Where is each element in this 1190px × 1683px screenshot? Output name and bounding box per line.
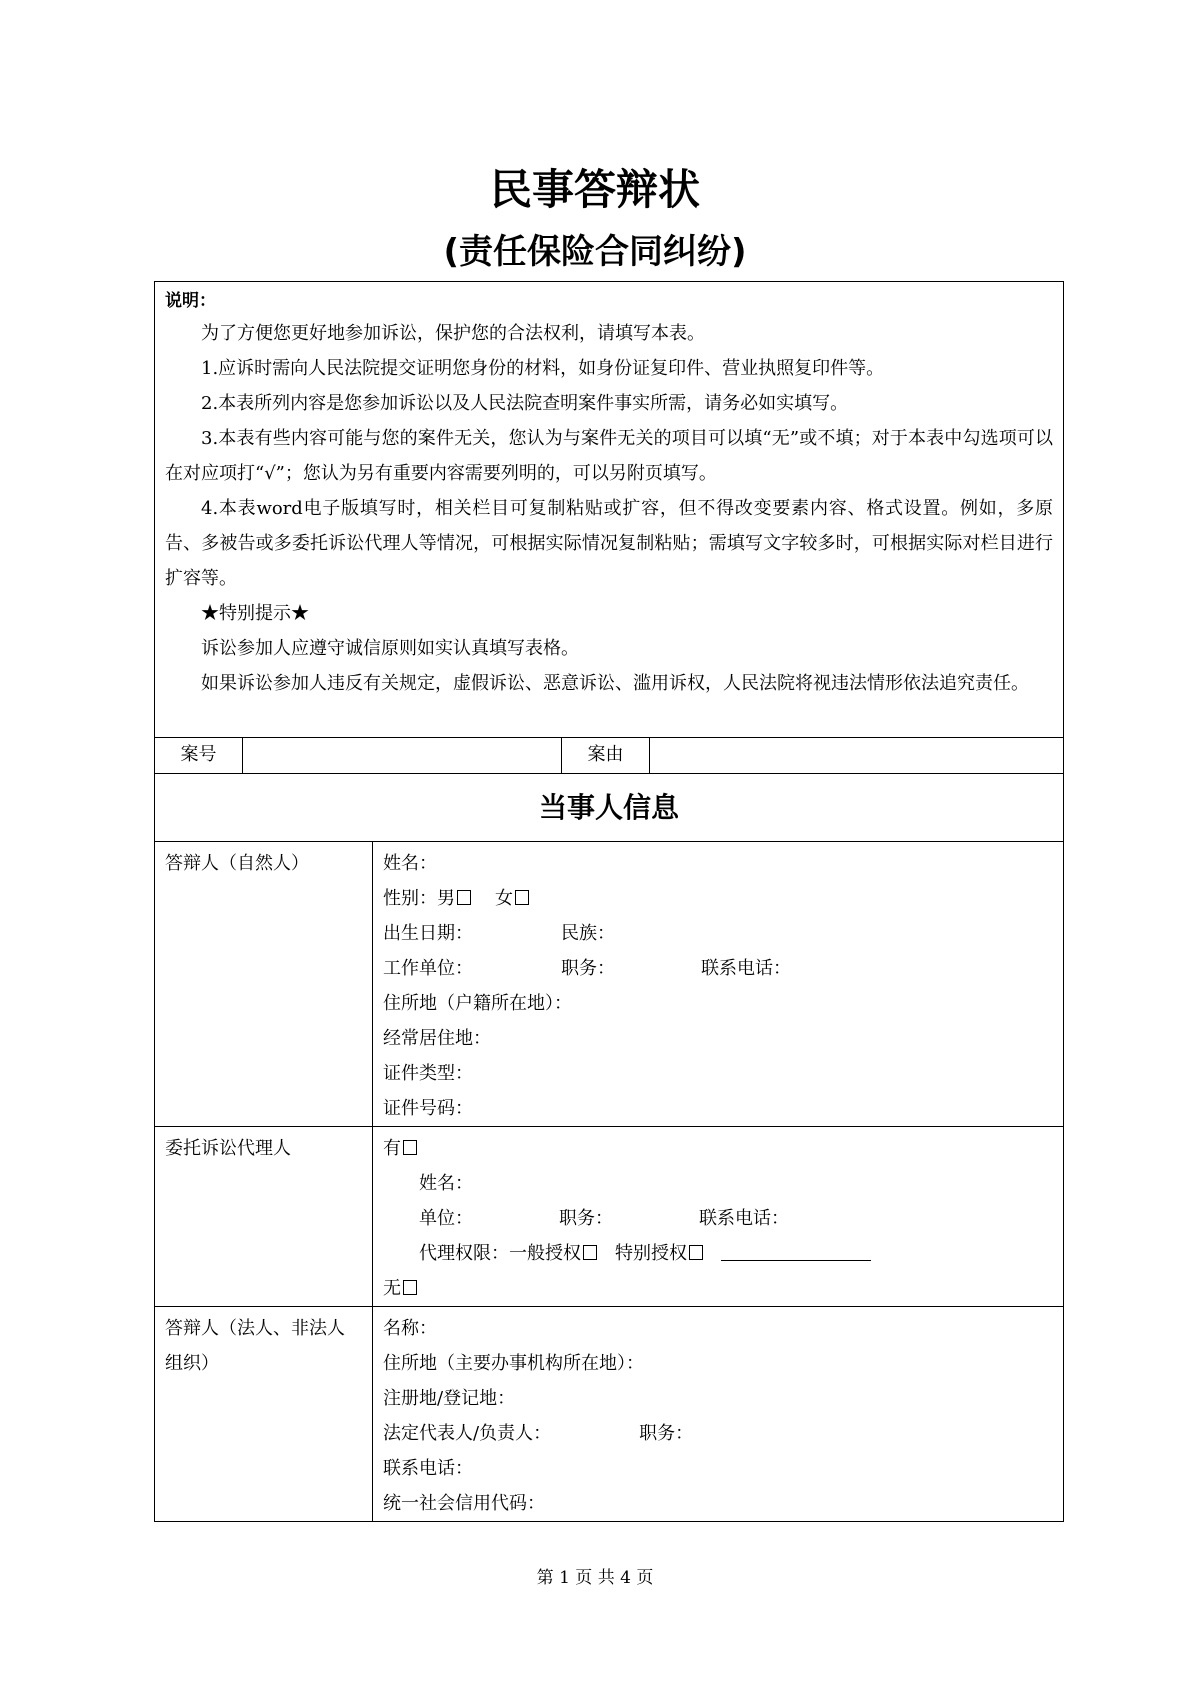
instruction-paragraph: 如果诉讼参加人违反有关规定，虚假诉讼、恶意诉讼、滥用诉权，人民法院将视违法情形依法追究责任。	[201, 673, 1029, 694]
np-id-number-line[interactable]	[383, 1091, 1053, 1126]
instruction-paragraph: 3.本表有些内容可能与您的案件无关，您认为与案件无关的项目可以填“无”或不填；对于本表中勾选项可以在对应项打“√”；您认为另有重要内容需要列明的，可以另附页填写。	[165, 428, 1053, 484]
agent-fields	[373, 1127, 1064, 1307]
lp-credit-code-line[interactable]	[383, 1486, 1053, 1521]
special-notice-heading: ★特别提示★	[201, 603, 309, 624]
special-authority-checkbox[interactable]	[689, 1245, 703, 1260]
np-residence-line[interactable]	[383, 1021, 1053, 1056]
male-checkbox[interactable]	[457, 890, 471, 905]
lp-domicile-label: 住所地（主要办事机构所在地）：	[383, 1353, 644, 1374]
np-domicile-line[interactable]	[383, 986, 1053, 1021]
agent-unit-label: 单位：	[419, 1208, 473, 1229]
np-name-line[interactable]	[383, 846, 1053, 881]
np-phone-label: 联系电话：	[701, 958, 791, 979]
lp-position-label: 职务：	[639, 1423, 694, 1444]
np-id-type-label: 证件类型：	[383, 1063, 473, 1084]
lp-registered-label: 注册地/登记地：	[383, 1388, 516, 1409]
general-authority-checkbox[interactable]	[583, 1245, 597, 1260]
general-authority-label: 一般授权	[509, 1243, 581, 1264]
np-position-label: 职务：	[561, 958, 615, 979]
np-birth-line[interactable]	[383, 916, 1053, 951]
case-number-label: 案号	[155, 738, 243, 774]
instructions-heading: 说明：	[165, 291, 216, 311]
agent-none-checkbox[interactable]	[403, 1280, 417, 1295]
agent-unit-line[interactable]	[383, 1201, 1053, 1236]
lp-registered-line[interactable]	[383, 1381, 1053, 1416]
party-info-heading: 当事人信息	[155, 774, 1064, 842]
agent-authority-line	[383, 1236, 1053, 1271]
agent-authority-label: 代理权限：	[419, 1243, 509, 1264]
legal-person-label-cell	[155, 1307, 373, 1522]
authority-blank-line[interactable]	[721, 1240, 871, 1261]
legal-person-fields	[373, 1307, 1064, 1522]
agent-name-label: 姓名：	[419, 1173, 473, 1194]
case-number-field[interactable]	[243, 738, 562, 774]
np-domicile-label: 住所地（户籍所在地）：	[383, 993, 572, 1014]
natural-person-fields	[373, 842, 1064, 1127]
np-birth-label: 出生日期：	[383, 923, 473, 944]
np-name-label: 姓名：	[383, 853, 437, 874]
lp-representative-line[interactable]	[383, 1416, 1053, 1451]
np-employer-line[interactable]	[383, 951, 1053, 986]
np-gender-label: 性别：	[383, 888, 437, 909]
lp-domicile-line[interactable]	[383, 1346, 1053, 1381]
agent-has-checkbox[interactable]	[403, 1140, 417, 1155]
special-authority-label: 特别授权	[615, 1243, 687, 1264]
natural-person-label-cell	[155, 842, 373, 1127]
np-employer-label: 工作单位：	[383, 958, 473, 979]
np-ethnicity-label: 民族：	[561, 923, 615, 944]
np-residence-label: 经常居住地：	[383, 1028, 491, 1049]
agent-name-line[interactable]	[383, 1166, 1053, 1201]
instruction-paragraph: 诉讼参加人应遵守诚信原则如实认真填写表格。	[201, 638, 579, 659]
agent-none-line	[383, 1271, 1053, 1306]
agent-has-label: 有	[383, 1138, 401, 1159]
document-subtitle: (责任保险合同纠纷)	[443, 232, 747, 272]
np-id-type-line[interactable]	[383, 1056, 1053, 1091]
np-female-label: 女	[495, 888, 513, 909]
lp-credit-code-label: 统一社会信用代码：	[383, 1493, 545, 1514]
agent-position-label: 职务：	[559, 1208, 613, 1229]
defense-form-table	[154, 281, 1064, 1522]
agent-label: 委托诉讼代理人	[165, 1138, 291, 1159]
document-title: 民事答辩状	[489, 165, 700, 214]
instruction-paragraph: 为了方便您更好地参加诉讼，保护您的合法权利，请填写本表。	[201, 323, 705, 344]
instruction-paragraph: 2.本表所列内容是您参加诉讼以及人民法院查明案件事实所需，请务必如实填写。	[201, 393, 849, 414]
legal-person-label: 答辩人（法人、非法人组织）	[165, 1318, 345, 1374]
case-cause-field[interactable]	[650, 738, 1064, 774]
page-footer: 第 1 页 共 4 页	[536, 1568, 654, 1588]
agent-phone-label: 联系电话：	[699, 1208, 789, 1229]
lp-name-line[interactable]	[383, 1311, 1053, 1346]
instruction-paragraph: 4.本表word电子版填写时，相关栏目可复制粘贴或扩容，但不得改变要素内容、格式设置。例如，多原告、多被告或多委托诉讼代理人等情况，可根据实际情况复制粘贴；需填写文字较多时，可根据实际对栏目进行扩容等。	[165, 498, 1053, 589]
agent-none-label: 无	[383, 1278, 401, 1299]
agent-label-cell	[155, 1127, 373, 1307]
np-gender-line	[383, 881, 1053, 916]
lp-phone-label: 联系电话：	[383, 1458, 473, 1479]
np-id-number-label: 证件号码：	[383, 1098, 473, 1119]
natural-person-label: 答辩人（自然人）	[165, 853, 309, 874]
case-cause-label: 案由	[562, 738, 650, 774]
np-male-label: 男	[437, 888, 455, 909]
lp-representative-label: 法定代表人/负责人：	[383, 1423, 552, 1444]
instruction-paragraph: 1.应诉时需向人民法院提交证明您身份的材料，如身份证复印件、营业执照复印件等。	[201, 358, 885, 379]
instructions-cell	[155, 282, 1064, 738]
lp-phone-line[interactable]	[383, 1451, 1053, 1486]
female-checkbox[interactable]	[515, 890, 529, 905]
agent-has-line	[383, 1131, 1053, 1166]
lp-name-label: 名称：	[383, 1318, 437, 1339]
